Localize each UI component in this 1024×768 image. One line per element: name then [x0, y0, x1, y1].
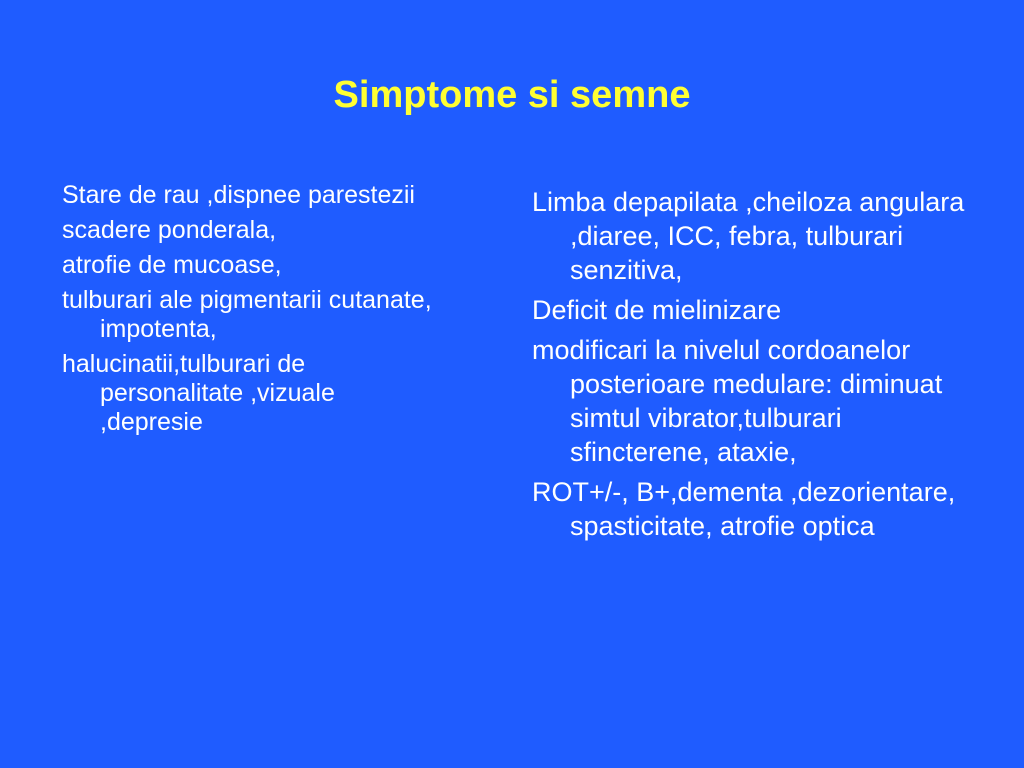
right-symptom-list	[532, 185, 972, 549]
left-list-item-2: scadere ponderala,	[62, 216, 277, 244]
right-list-item-1: Limba depapilata ,cheiloza angulara ,diaree, ICC, febra, tulburari senzitiva,	[532, 187, 965, 285]
right-list-item-4: ROT+/-, B+,dementa ,dezorientare, spasticitate, atrofie optica	[532, 477, 956, 541]
left-list-item-3: atrofie de mucoase,	[62, 251, 282, 279]
right-list-item-3: modificari la nivelul cordoanelor posterioare medulare: diminuat simtul vibrator,tulburari sfincterene, ataxie,	[532, 335, 943, 467]
left-symptom-list	[62, 181, 442, 443]
left-list-item-5: halucinatii,tulburari de personalitate ,vizuale ,depresie	[62, 350, 335, 436]
right-list-item-2: Deficit de mielinizare	[532, 295, 782, 325]
left-list-item-4: tulburari ale pigmentarii cutanate, impotenta,	[62, 286, 432, 343]
slide-title: Simptome si semne	[333, 74, 691, 116]
left-list-item-1: Stare de rau ,dispnee parestezii	[62, 181, 415, 209]
